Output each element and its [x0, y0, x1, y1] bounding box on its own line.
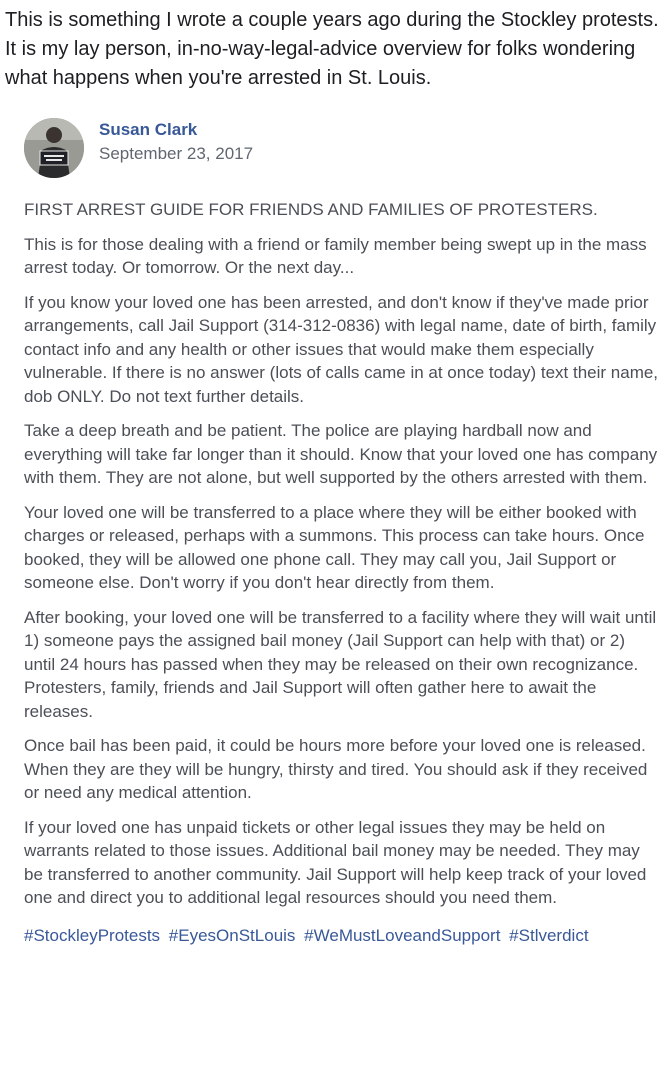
- post-paragraph: If your loved one has unpaid tickets or other legal issues they may be held on warrants related to those issues. Additional bail money may be needed. They may be transferred to another community. Jail Support will help keep track of your loved one and direct you to additional legal resources should you need them.: [24, 817, 647, 907]
- shared-post: [24, 116, 660, 947]
- post-paragraph: This is for those dealing with a friend or family member being swept up in the mass arrest today. Or tomorrow. Or the next day...: [24, 234, 647, 277]
- hashtag-link[interactable]: #WeMustLoveandSupport: [304, 925, 501, 945]
- post-paragraph: After booking, your loved one will be transferred to a facility where they will wait until 1) someone pays the assigned bail money (Jail Support can help with that) or 2) until 24 hours has passed when they may be released on their own recognizance. Protesters, family, friends and Jail Support will often gather here to await the releases.: [24, 607, 657, 721]
- post-paragraph: Your loved one will be transferred to a place where they will be either booked with charges or released, perhaps with a summons. This process can take hours. Once booked, they will be allowed one phone call. They may call you, Jail Support or someone else. Don't worry if you don't hear directly from them.: [24, 502, 645, 592]
- post-header: [24, 116, 660, 178]
- hashtag-link[interactable]: #StockleyProtests: [24, 925, 161, 945]
- hashtag-link[interactable]: #EyesOnStLouis: [168, 925, 296, 945]
- avatar[interactable]: [24, 118, 84, 178]
- post-paragraph: Take a deep breath and be patient. The police are playing hardball now and everything will take far longer than it should. Know that your loved one has company with them. They are not alone, but well supported by the others arrested with them.: [24, 421, 658, 487]
- author-name-link[interactable]: Susan Clark: [99, 120, 198, 139]
- post-paragraph: If you know your loved one has been arrested, and don't know if they've made prior arrangements, call Jail Support (314-312-0836) with legal name, date of birth, family contact info and any health or other issues that would make them especially vulnerable. If there is no answer (lots of calls came in at once today) text their name, dob ONLY. Do not text further details.: [24, 292, 659, 406]
- post-paragraph: FIRST ARREST GUIDE FOR FRIENDS AND FAMILIES OF PROTESTERS.: [24, 200, 598, 219]
- hashtag-link[interactable]: #Stlverdict: [509, 925, 589, 945]
- hashtag-list: [24, 924, 660, 947]
- intro-text: This is something I wrote a couple years ago during the Stockley protests. It is my lay person, in-no-way-legal-advice overview for folks wondering what happens when you're arrested in St. Louis.: [5, 9, 659, 89]
- post-body: [24, 198, 660, 910]
- profile-photo-icon: [24, 118, 84, 178]
- post-date-link[interactable]: September 23, 2017: [99, 144, 254, 163]
- post-paragraph: Once bail has been paid, it could be hours more before your loved one is released. When they are they will be hungry, thirsty and tired. You should ask if they received or need any medical attention.: [24, 736, 648, 802]
